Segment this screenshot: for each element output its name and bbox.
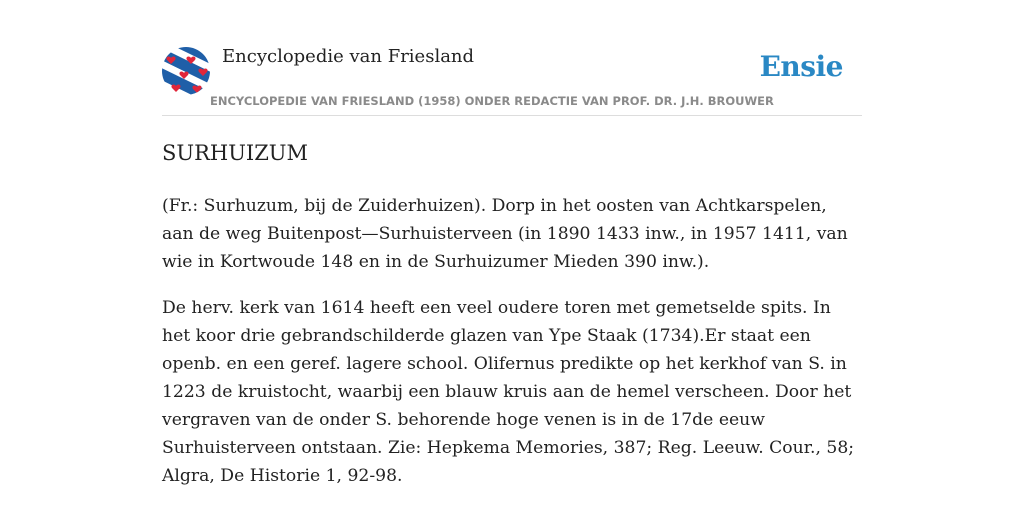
article-paragraph: De herv. kerk van 1614 heeft een veel oudere toren met gemetselde spits. In het koor drie gebrandschilderde glazen van Ype Staak (1734).Er staat een openb. en een geref. lagere school. Olifernus predikte op het kerkhof van S. in 1223 de kruistocht, waarbij een blauw kruis aan de hemel verscheen. Door het vergraven van de onder S. behorende hoge venen is in de 17de eeuw Surhuisterveen ontstaan. Zie: Hepkema Memories, 387; Reg. Leeuw. Cour., 58; Algra, De Historie 1, 92-98. <box>162 298 855 486</box>
frisian-flag-icon[interactable] <box>162 47 210 95</box>
header-divider <box>162 115 862 116</box>
article-paragraph: (Fr.: Surhuzum, bij de Zuiderhuizen). Dorp in het oosten van Achtkarspelen, aan de weg Buitenpost—Surhuisterveen (in 1890 1433 inw., in 1957 1411, van wie in Kortwoude 148 en in de Surhuizumer Mieden 390 inw.). <box>162 196 848 272</box>
article-title: SURHUIZUM <box>162 141 308 165</box>
site-title[interactable]: Encyclopedie van Friesland <box>222 46 475 67</box>
site-subtitle: ENCYCLOPEDIE VAN FRIESLAND (1958) ONDER REDACTIE VAN PROF. DR. J.H. BROUWER <box>210 94 774 108</box>
brand-logo-text[interactable]: Ensie <box>759 50 843 83</box>
